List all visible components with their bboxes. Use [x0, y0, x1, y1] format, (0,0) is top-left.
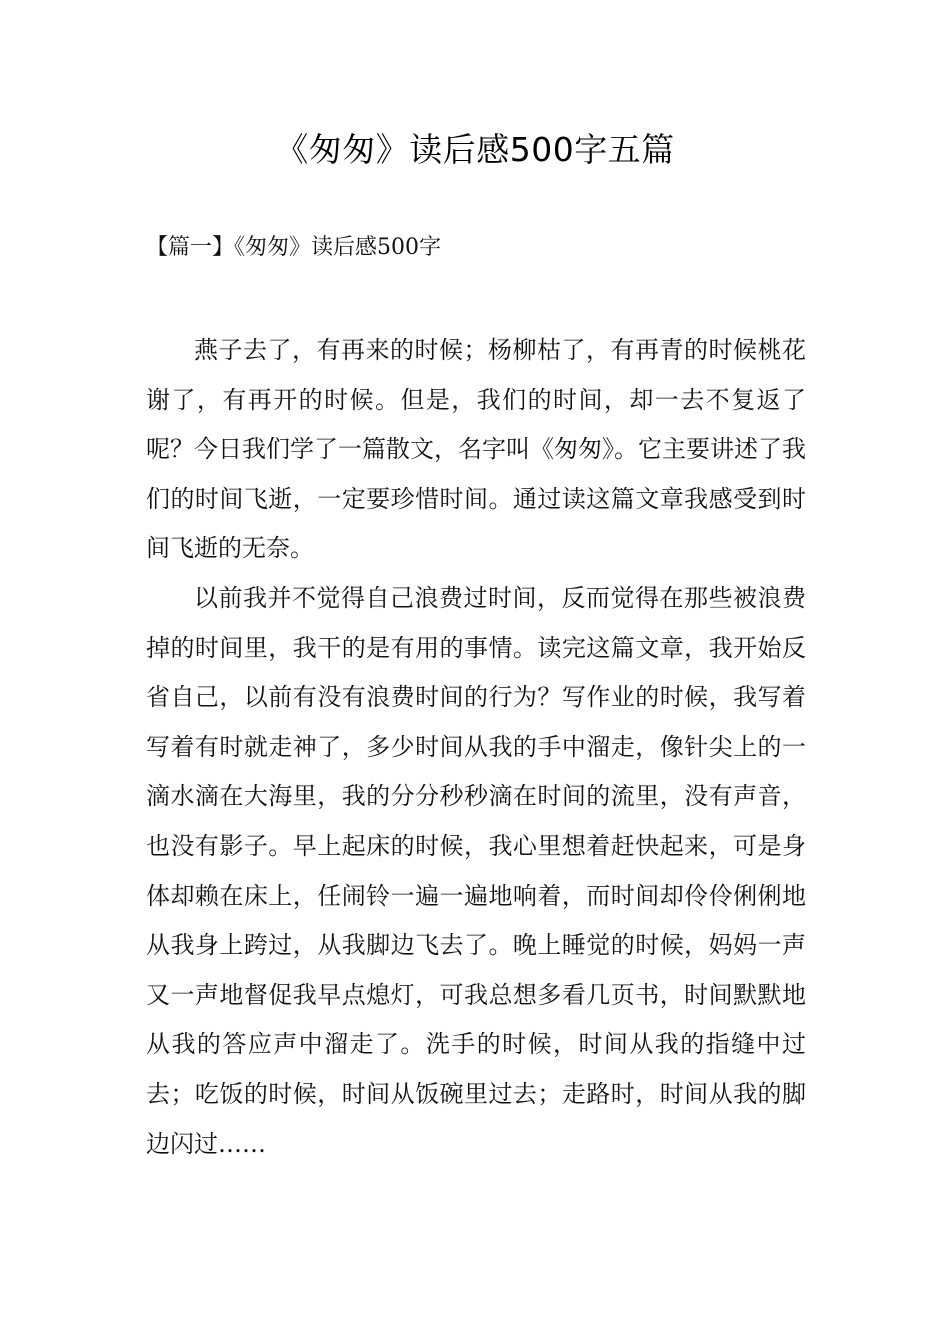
document-title: 《匆匆》读后感500字五篇	[275, 130, 675, 169]
paragraph-2: 以前我并不觉得自己浪费过时间，反而觉得在那些被浪费掉的时间里，我干的是有用的事情。读完这篇文章，我开始反省自己，以前有没有浪费时间的行为？写作业的时候，我写着写着有时就走神了，多少时间从我的手中溜走，像针尖上的一滴水滴在大海里，我的分分秒秒滴在时间的流里，没有声音，也没有影子。早上起床的时候，我心里想着赶快起来，可是身体却赖在床上，任闹铃一遍一遍地响着，而时间却伶伶俐俐地从我身上跨过，从我脚边飞去了。晚上睡觉的时候，妈妈一声又一声地督促我早点熄灯，可我总想多看几页书，时间默默地从我的答应声中溜走了。洗手的时候，时间从我的指缝中过去；吃饭的时候，时间从饭碗里过去；走路时，时间从我的脚边闪过……	[146, 583, 806, 1158]
paragraph-1: 燕子去了，有再来的时候；杨柳枯了，有再青的时候桃花谢了，有再开的时候。但是，我们的时间，却一去不复返了呢？今日我们学了一篇散文，名字叫《匆匆》。它主要讲述了我们的时间飞逝，一定要珍惜时间。通过读这篇文章我感受到时间飞逝的无奈。	[146, 336, 806, 563]
article-body	[146, 326, 806, 1169]
section-heading: 【篇一】《匆匆》读后感500字	[146, 235, 441, 260]
